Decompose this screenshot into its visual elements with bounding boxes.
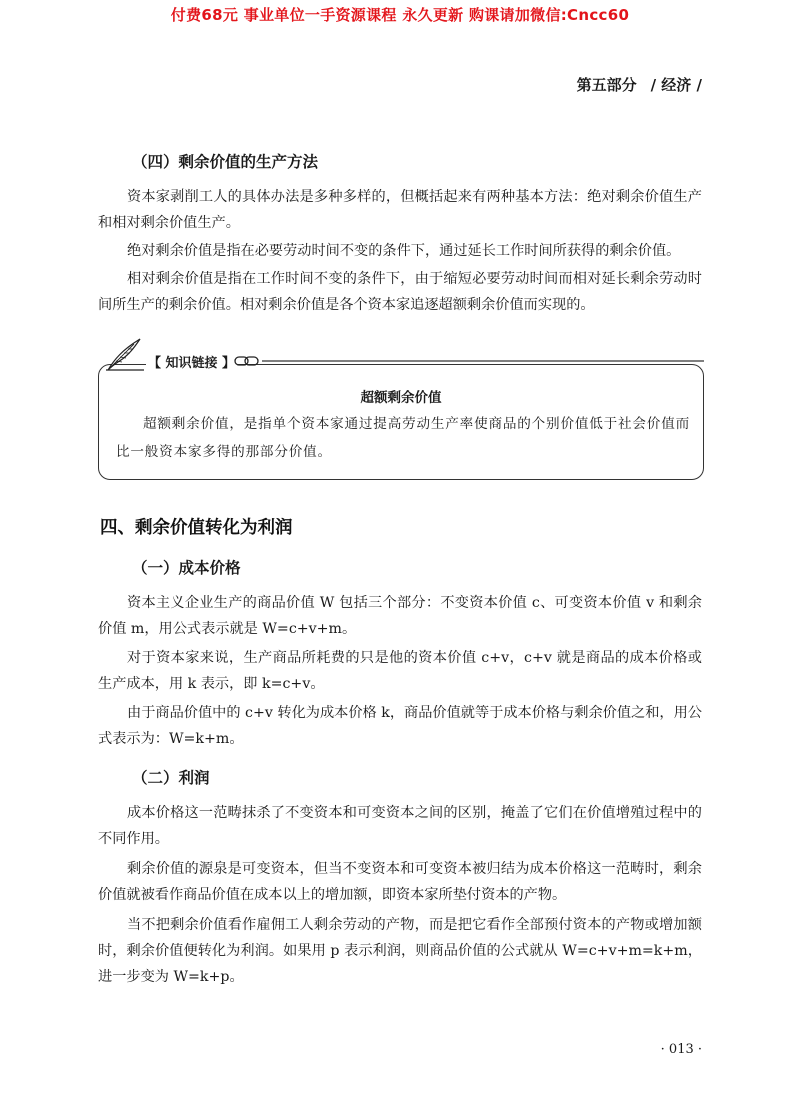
running-head bbox=[577, 74, 702, 95]
chapter-heading-surplus-to-profit: 四、剩余价值转化为利润 bbox=[100, 518, 293, 538]
knowledge-link-body: 超额剩余价值，是指单个资本家通过提高劳动生产率使商品的个别价值低于社会价值而比一般资本家多得的那部分价值。 bbox=[116, 416, 690, 460]
subject-label: / 经济 / bbox=[650, 76, 702, 94]
paragraph: 成本价格这一范畴抹杀了不变资本和可变资本之间的区别，掩盖了它们在价值增殖过程中的不同作用。 bbox=[98, 805, 702, 847]
paragraph: 剩余价值的源泉是可变资本，但当不变资本和可变资本被归结为成本价格这一范畴时，剩余价值就被看作商品价值在成本以上的增加额，即资本家所垫付资本的产物。 bbox=[98, 861, 702, 903]
paragraph: 资本主义企业生产的商品价值 W 包括三个部分：不变资本价值 c、可变资本价值 v 和剩余价值 m，用公式表示就是 W=c+v+m。 bbox=[98, 595, 702, 637]
paragraph: 对于资本家来说，生产商品所耗费的只是他的资本价值 c+v，c+v 就是商品的成本价格或生产成本，用 k 表示，即 k=c+v。 bbox=[98, 650, 702, 692]
paragraph: 绝对剩余价值是指在必要劳动时间不变的条件下，通过延长工作时间所获得的剩余价值。 bbox=[127, 243, 681, 259]
promo-banner: 付费68元 事业单位一手资源课程 永久更新 购课请加微信:Cncc60 bbox=[170, 6, 630, 24]
chain-link-icon bbox=[234, 355, 260, 367]
paragraph: 当不把剩余价值看作雇佣工人剩余劳动的产物，而是把它看作全部预付资本的产物或增加额时，剩余价值便转化为利润。如果用 p 表示利润，则商品价值的公式就从 W=c+v+m=k+m，进一步变为 W=k+p。 bbox=[98, 917, 702, 985]
knowledge-link-tag: 【 知识链接 】 bbox=[146, 352, 237, 371]
tag-rule bbox=[262, 360, 704, 364]
paragraph: 由于商品价值中的 c+v 转化为成本价格 k，商品价值就等于成本价格与剩余价值之和，用公式表示为：W=k+m。 bbox=[98, 705, 702, 747]
part-label: 第五部分 bbox=[576, 76, 637, 94]
section-heading-profit: （二）利润 bbox=[132, 769, 210, 787]
paragraph: 资本家剥削工人的具体办法是多种多样的，但概括起来有两种基本方法：绝对剩余价值生产和相对剩余价值生产。 bbox=[98, 189, 702, 231]
page-number: · 013 · bbox=[660, 1042, 702, 1057]
paragraph: 相对剩余价值是指在工作时间不变的条件下，由于缩短必要劳动时间而相对延长剩余劳动时间所生产的剩余价值。相对剩余价值是各个资本家追逐超额剩余价值而实现的。 bbox=[98, 271, 702, 313]
section-heading-production-methods: （四）剩余价值的生产方法 bbox=[132, 153, 319, 171]
quill-feather-icon bbox=[104, 336, 146, 372]
knowledge-link-title: 超额剩余价值 bbox=[360, 390, 442, 406]
section-heading-cost-price: （一）成本价格 bbox=[132, 559, 241, 577]
